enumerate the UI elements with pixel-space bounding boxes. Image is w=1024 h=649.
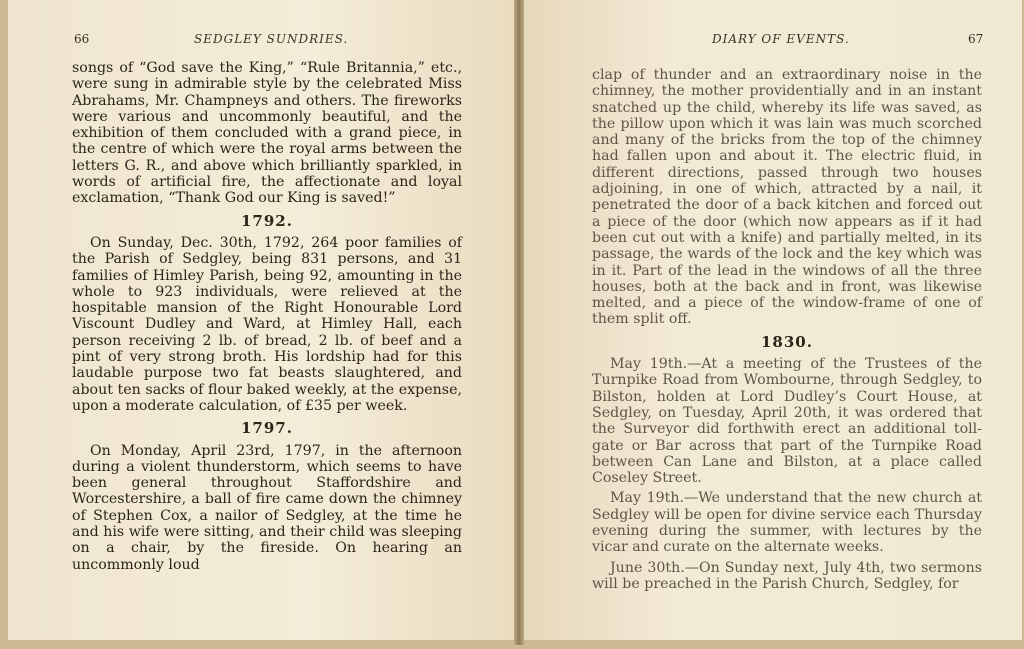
right-text-block <box>592 67 982 592</box>
book-gutter <box>514 0 524 645</box>
left-text-block <box>72 60 462 573</box>
entry-may-19-church: May 19th.—We understand that the new church at Sedgley will be open for divine service each Thursday evening during the summer, with lectures by the vicar and curate on the alternate weeks. <box>592 490 982 556</box>
page-number-right: 67 <box>968 32 984 46</box>
entry-june-30-sermons: June 30th.—On Sunday next, July 4th, two sermons will be preached in the Parish Church, Sedgley, for <box>592 559 982 592</box>
left-page <box>8 0 514 640</box>
entry-may-19-turnpike: May 19th.—At a meeting of the Trustees of the Turnpike Road from Wombourne, through Sedgley, to Bilston, holden at Lord Dudley’s Court House, at Sedgley, on Tuesday, April 20th, it was ordered that the Surveyor did forthwith erect an additional toll-gate or Bar across that part of the Turnpike Road between Can Lane and Bilston, at a place called Coseley Street. <box>592 356 982 487</box>
section-heading-1830: 1830. <box>761 332 813 351</box>
section-heading-1792: 1792. <box>241 211 293 230</box>
running-head-right: DIARY OF EVENTS. <box>712 32 850 46</box>
running-head-left: SEDGLEY SUNDRIES. <box>194 32 349 46</box>
paragraph-1792: On Sunday, Dec. 30th, 1792, 264 poor families of the Parish of Sedgley, being 831 persons, and 31 families of Himley Parish, being 92, amounting in the whole to 923 individuals, were relieved at the hospitable mansion of the Right Honourable Lord Viscount Dudley and Ward, at Himley Hall, each person receiving 2 lb. of bread, 2 lb. of beef and a pint of very strong broth. His lordship had for this laudable purpose two fat beasts slaughtered, and about ten sacks of flour baked weekly, at the expense, upon a moderate calculation, of £35 per week. <box>72 234 462 414</box>
paragraph-1797: On Monday, April 23rd, 1797, in the afternoon during a violent thunderstorm, which seems to have been general throughout Staffordshire and Worcestershire, a ball of fire came down the chimney of Stephen Cox, a nailor of Sedgley, at the time he and his wife were sitting, and their child was sleeping on a chair, by the fireside. On hearing an uncommonly loud <box>72 442 462 573</box>
section-heading-1797: 1797. <box>241 419 293 438</box>
right-opening-paragraph: clap of thunder and an extraordinary noise in the chimney, the mother providentially and in an instant snatched up the child, whereby its life was saved, as the pillow upon which it was lain was much scorched and many of the bricks from the top of the chimney had fallen upon and about it. The electric fluid, in different directions, passed through two houses adjoining, in one of which, attracted by a nail, it penetrated the door of a back kitchen and forced out a piece of the door (which now appears as if it had been cut out with a knife) and partially melted, in its passage, the wards of the lock and the key which was in it. Part of the lead in the windows of all the three houses, both at the back and in front, was likewise melted, and a piece of the window-frame of one of them split off. <box>592 67 982 328</box>
right-page <box>524 0 1022 640</box>
page-number-left: 66 <box>74 32 90 46</box>
left-opening-paragraph: songs of “God save the King,” “Rule Britannia,” etc., were sung in admirable style by the celebrated Miss Abrahams, Mr. Champneys and others. The fireworks were various and uncommonly beautiful, and the exhibition of them concluded with a grand piece, in the centre of which were the royal arms between the letters G. R., and above which brilliantly sparkled, in words of artificial fire, the affectionate and loyal exclamation, “Thank God our King is saved!” <box>72 60 462 207</box>
